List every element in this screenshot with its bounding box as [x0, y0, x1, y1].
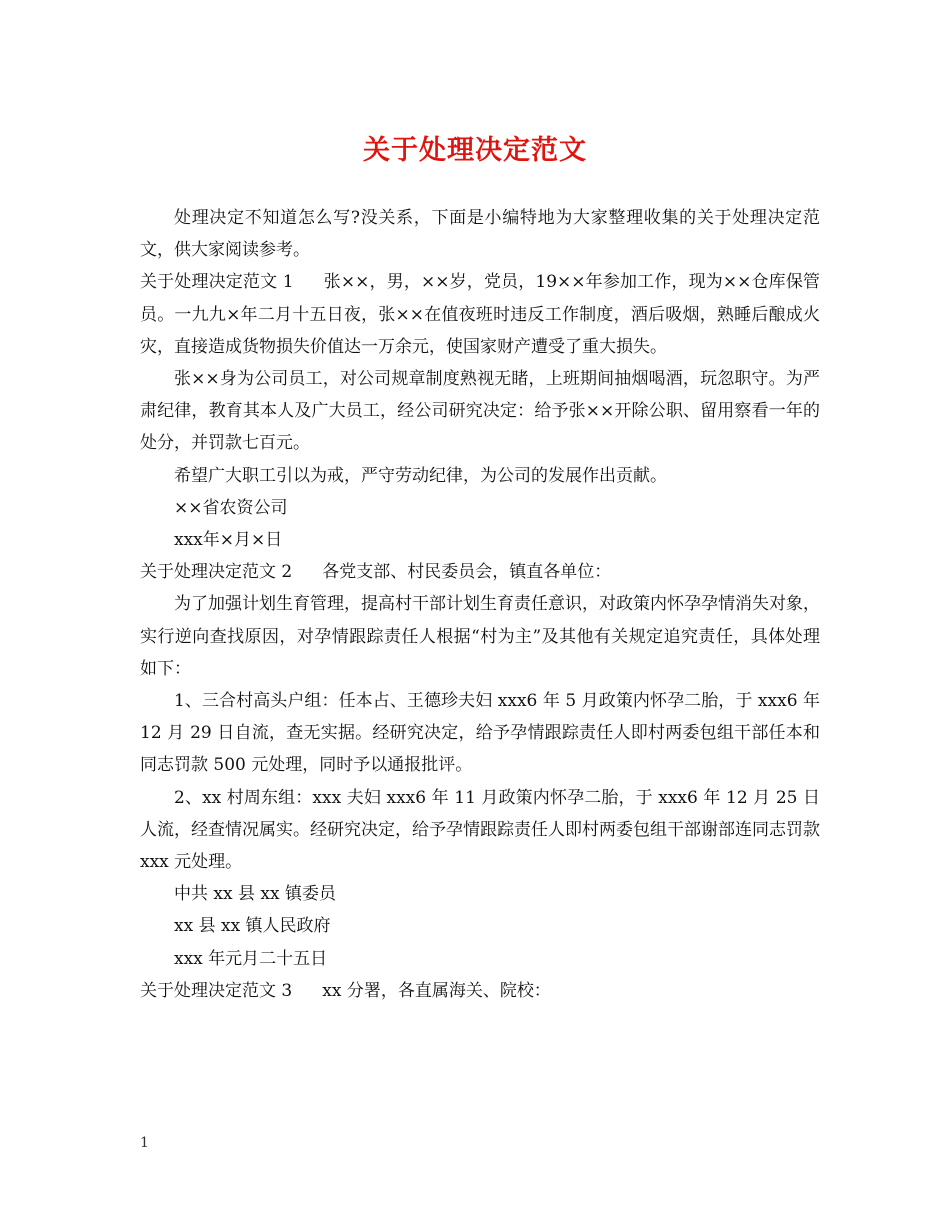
section-2-item-2: 2、xx 村周东组：xxx 夫妇 xxx6 年 11 月政策内怀孕二胎，于 xxx6 年 12 月 25 日人流，经查情况属实。经研究决定，给予孕情跟踪责任人即村两委包组干部谢部连同志罚款 xxx 元处理。 — [140, 787, 820, 873]
intro-paragraph: 处理决定不知道怎么写?没关系，下面是小编特地为大家整理收集的关于处理决定范文，供大家阅读参考。 — [140, 208, 820, 261]
section-2-salutation: 各党支部、村民委员会，镇直各单位： — [322, 562, 612, 583]
section-3-salutation: xx 分署，各直属海关、院校： — [322, 980, 551, 1001]
section-2-signer-1: 中共 xx 县 xx 镇委员 — [174, 884, 336, 905]
page-number: 1 — [140, 1135, 149, 1151]
section-1-paragraph-3: 希望广大职工引以为戒，严守劳动纪律，为公司的发展作出贡献。 — [174, 465, 667, 486]
section-3-first-paragraph — [140, 975, 820, 1007]
section-1-signer: ××省农资公司 — [174, 497, 288, 518]
section-2-item-1: 1、三合村高头户组：任本占、王德珍夫妇 xxx6 年 5 月政策内怀孕二胎，于 xxx6 年 12 月 29 日自流，查无实据。经研究决定，给予孕情跟踪责任人即村两委包组干部任本和同志罚款 500 元处理，同时予以通报批评。 — [140, 691, 820, 776]
document-title: 关于处理决定范文 — [363, 135, 587, 166]
section-3-label: 关于处理决定范文 3 — [140, 980, 293, 1001]
section-1-paragraph-1: 张××，男，××岁，党员，19××年参加工作，现为××仓库保管员。一九九×年二月十五日夜，张××在值夜班时违反工作制度，酒后吸烟，熟睡后酿成火灾，直接造成货物损失价值达一万余元，使国家财产遭受了重大损失。 — [140, 272, 820, 357]
section-1-paragraph-2: 张××身为公司员工，对公司规章制度熟视无睹，上班期间抽烟喝酒，玩忽职守。为严肃纪律，教育其本人及广大员工，经公司研究决定：给予张××开除公职、留用察看一年的处分，并罚款七百元。 — [140, 369, 820, 454]
section-2-signer-2: xx 县 xx 镇人民政府 — [174, 916, 331, 937]
section-2-date: xxx 年元月二十五日 — [174, 948, 328, 969]
section-1-date: xxx年×月×日 — [174, 530, 283, 551]
section-1-first-paragraph — [140, 266, 820, 363]
section-2-label: 关于处理决定范文 2 — [140, 562, 293, 583]
document-body — [140, 202, 820, 1007]
section-2-first-paragraph — [140, 556, 820, 588]
section-2-paragraph-1: 为了加强计划生育管理，提高村干部计划生育责任意识，对政策内怀孕孕情消失对象，实行逆向查找原因，对孕情跟踪责任人根据“村为主”及其他有关规定追究责任，具体处理如下： — [140, 594, 820, 679]
section-1-label: 关于处理决定范文 1 — [140, 272, 294, 293]
